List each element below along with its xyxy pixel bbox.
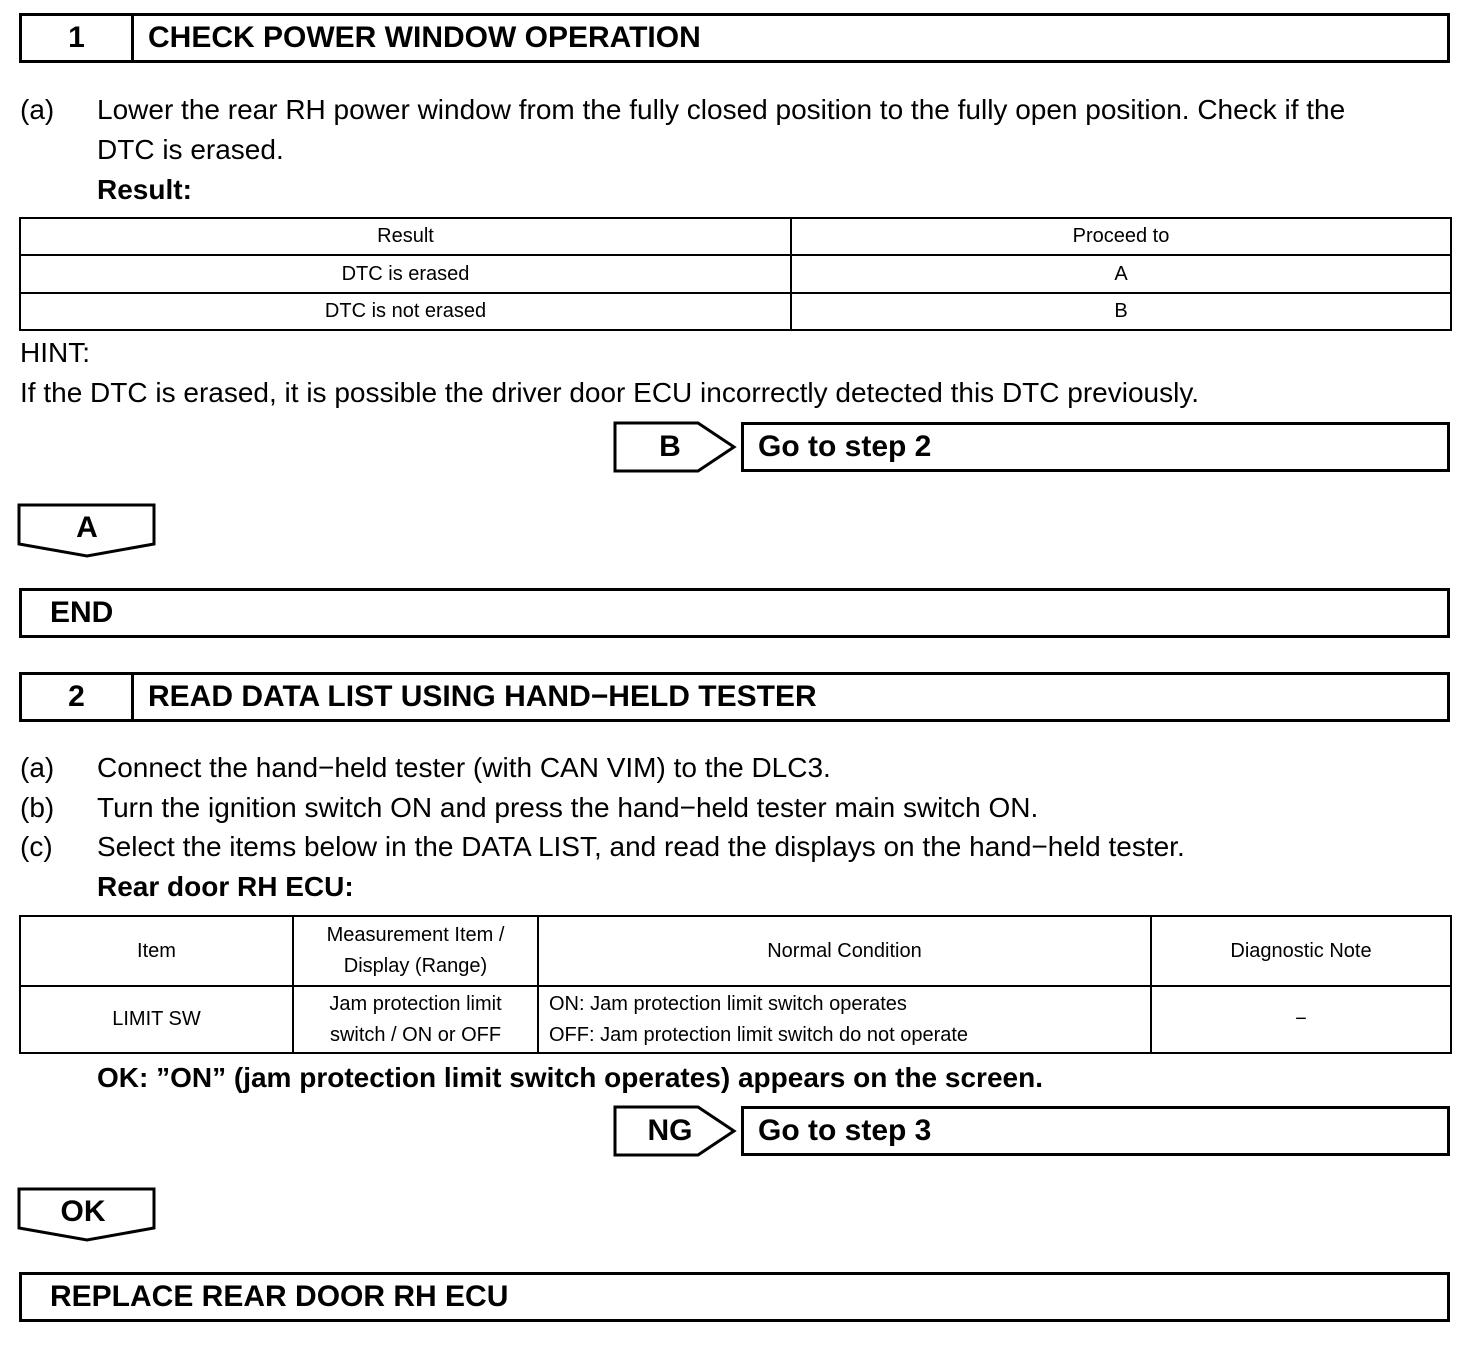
- branch-label-ok: OK: [60, 1195, 106, 1228]
- hint-label: HINT:: [20, 337, 90, 368]
- table-header: Proceed to: [791, 218, 1451, 255]
- branch-label-ng: NG: [647, 1114, 693, 1147]
- step-2-instructions: [0, 748, 1472, 908]
- instruction-text: Lower the rear RH power window from the fully closed position to the fully open position. Check if the: [97, 94, 1346, 125]
- step-title: READ DATA LIST USING HAND−HELD TESTER: [148, 680, 817, 713]
- table-row: [20, 255, 1451, 293]
- replace-ecu-box: REPLACE REAR DOOR RH ECU: [19, 1272, 1450, 1322]
- table-cell: [293, 986, 538, 1053]
- step-1-instructions: [0, 90, 1472, 210]
- table-cell: DTC is not erased: [20, 293, 791, 330]
- table-cell: −: [1151, 986, 1451, 1053]
- instruction-text: Turn the ignition switch ON and press the hand−held tester main switch ON.: [97, 792, 1039, 823]
- item-label: (b): [20, 792, 55, 823]
- item-label: (c): [20, 831, 53, 862]
- cell-line: Jam protection limit: [329, 992, 502, 1015]
- ok-criteria: OK: ”ON” (jam protection limit switch operates) appears on the screen.: [97, 1062, 1043, 1093]
- table-cell: A: [791, 255, 1451, 293]
- table-header: Item: [20, 916, 293, 986]
- step-title: CHECK POWER WINDOW OPERATION: [148, 21, 701, 54]
- table-cell: B: [791, 293, 1451, 330]
- ecu-label: Rear door RH ECU:: [97, 871, 354, 902]
- instruction-text: Connect the hand−held tester (with CAN VIM) to the DLC3.: [97, 752, 831, 783]
- branch-label-a: A: [76, 511, 98, 544]
- step-number: 2: [22, 675, 134, 719]
- hint-text: If the DTC is erased, it is possible the driver door ECU incorrectly detected this DTC previously.: [20, 377, 1200, 408]
- end-box: END: [19, 588, 1450, 638]
- table-cell: LIMIT SW: [20, 986, 293, 1053]
- cell-line: OFF: Jam protection limit switch do not operate: [549, 1023, 969, 1046]
- table-row: [20, 986, 1451, 1053]
- cell-line: switch / ON or OFF: [329, 1023, 502, 1046]
- instruction-text: Select the items below in the DATA LIST, and read the displays on the hand−held tester.: [97, 831, 1185, 862]
- go-to-step-2-box: Go to step 2: [741, 422, 1450, 472]
- result-label: Result:: [97, 174, 192, 205]
- item-label: (a): [20, 752, 55, 783]
- table-header: Diagnostic Note: [1151, 916, 1451, 986]
- step-2-header: [19, 672, 1450, 722]
- data-list-table: [19, 915, 1452, 1054]
- branch-label-b: B: [659, 430, 681, 463]
- item-label: (a): [20, 94, 55, 125]
- table-row: [20, 293, 1451, 330]
- result-table: [19, 217, 1452, 331]
- table-cell: DTC is erased: [20, 255, 791, 293]
- table-header: Normal Condition: [538, 916, 1151, 986]
- header-line: Display (Range): [343, 955, 488, 977]
- table-cell: [538, 986, 1151, 1053]
- cell-line: ON: Jam protection limit switch operates: [549, 992, 907, 1015]
- table-header: Result: [20, 218, 791, 255]
- step-number: 1: [22, 16, 134, 60]
- header-line: Measurement Item /: [326, 924, 505, 946]
- instruction-text-continued: DTC is erased.: [97, 134, 284, 165]
- table-header: [293, 916, 538, 986]
- step-1-header: [19, 13, 1450, 63]
- go-to-step-3-box: Go to step 3: [741, 1106, 1450, 1156]
